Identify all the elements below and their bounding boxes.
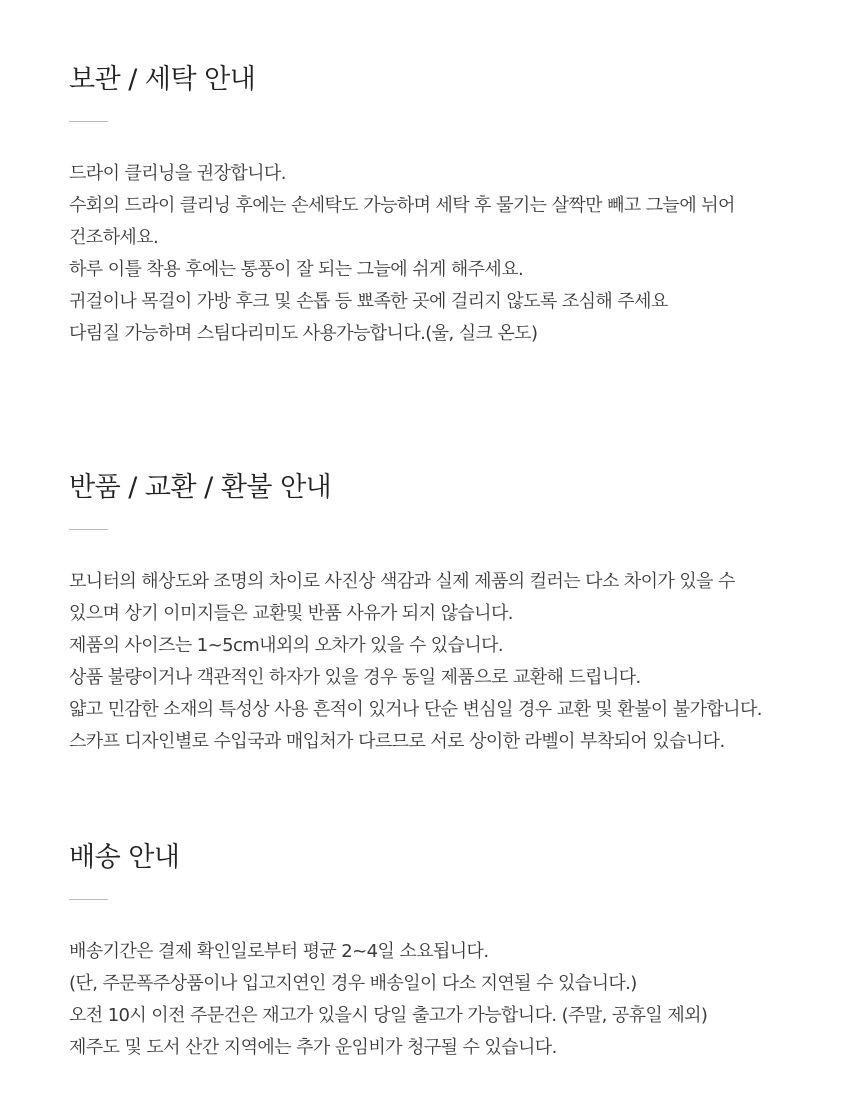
info-line: 있으며 상기 이미지들은 교환및 반품 사유가 되지 않습니다.	[69, 603, 513, 624]
info-line: 오전 10시 이전 주문건은 재고가 있을시 당일 출고가 가능합니다. (주말, 공휴일 제외)	[69, 1005, 708, 1026]
info-line: 스카프 디자인별로 수입국과 매입처가 다르므로 서로 상이한 라벨이 부착되어 있습니다.	[69, 731, 725, 752]
title-divider	[69, 529, 108, 530]
shipping-section	[69, 840, 829, 1064]
care-washing-text	[69, 158, 829, 350]
info-line: 다림질 가능하며 스팀다리미도 사용가능합니다.(울, 실크 온도)	[69, 323, 538, 344]
section-title: 보관 / 세탁 안내	[69, 64, 256, 95]
info-line: 귀걸이나 목걸이 가방 후크 및 손톱 등 뾰족한 곳에 걸리지 않도록 조심해 주세요	[69, 291, 668, 312]
section-title: 배송 안내	[69, 842, 180, 873]
return-exchange-refund-section	[69, 470, 829, 758]
info-line: 배송기간은 결제 확인일로부터 평균 2~4일 소요됩니다.	[69, 941, 489, 962]
section-title: 반품 / 교환 / 환불 안내	[69, 472, 332, 503]
info-line: 얇고 민감한 소재의 특성상 사용 흔적이 있거나 단순 변심일 경우 교환 및 환불이 불가합니다.	[69, 699, 762, 720]
title-divider	[69, 899, 108, 900]
info-line: 수회의 드라이 클리닝 후에는 손세탁도 가능하며 세탁 후 물기는 살짝만 빼고 그늘에 뉘어	[69, 195, 735, 216]
info-line: 하루 이틀 착용 후에는 통풍이 잘 되는 그늘에 쉬게 해주세요.	[69, 259, 524, 280]
title-divider	[69, 121, 108, 122]
info-line: 드라이 클리닝을 권장합니다.	[69, 163, 286, 184]
info-line: 모니터의 해상도와 조명의 차이로 사진상 색감과 실제 제품의 컬러는 다소 차이가 있을 수	[69, 571, 735, 592]
info-line: (단, 주문폭주상품이나 입고지연인 경우 배송일이 다소 지연될 수 있습니다.)	[69, 973, 637, 994]
return-exchange-text	[69, 566, 829, 758]
info-line: 제주도 및 도서 산간 지역에는 추가 운임비가 청구될 수 있습니다.	[69, 1037, 557, 1058]
info-line: 상품 불량이거나 객관적인 하자가 있을 경우 동일 제품으로 교환해 드립니다.	[69, 667, 641, 688]
shipping-text	[69, 936, 829, 1064]
care-washing-section	[69, 62, 829, 350]
info-line: 제품의 사이즈는 1~5cm내외의 오차가 있을 수 있습니다.	[69, 635, 504, 656]
info-line: 건조하세요.	[69, 227, 159, 248]
